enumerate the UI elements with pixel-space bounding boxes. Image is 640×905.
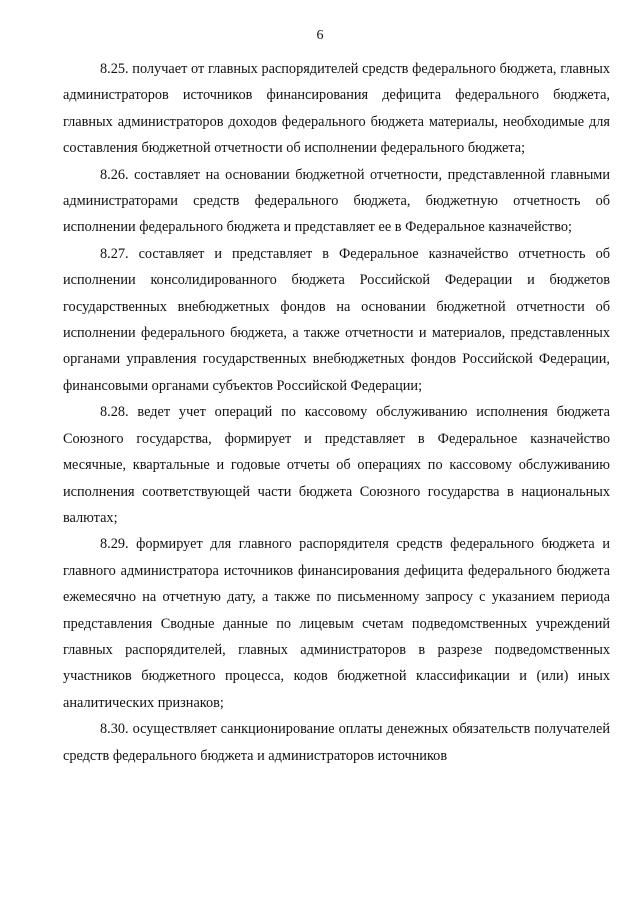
document-body [63,56,610,769]
page-number: 6 [316,28,324,43]
paragraph-8-26: 8.26. составляет на основании бюджетной отчетности, представленной главными администраторами средств федерального бюджета, бюджетную отчетность об исполнении федерального бюджета и представляет ее в Федеральное казначейство; [63,166,610,236]
paragraph-8-29: 8.29. формирует для главного распорядителя средств федерального бюджета и главного администратора источников финансирования дефицита федерального бюджета ежемесячно на отчетную дату, а также по письменному запросу с указанием периода представления Сводные данные по лицевым счетам подведомственных учреждений главных распорядителей, главных администраторов в разрезе подведомственных участников бюджетного процесса, кодов бюджетной классификации и (или) иных аналитических признаков; [63,536,610,711]
paragraph-8-30: 8.30. осуществляет санкционирование оплаты денежных обязательств получателей средств федерального бюджета и администраторов источников [63,721,610,764]
paragraph-8-28: 8.28. ведет учет операций по кассовому обслуживанию исполнения бюджета Союзного государства, формирует и представляет в Федеральное казначейство месячные, квартальные и годовые отчеты об операциях по кассовому обслуживанию исполнения соответствующей части бюджета Союзного государства в национальных валютах; [63,404,610,526]
paragraph-8-25: 8.25. получает от главных распорядителей средств федерального бюджета, главных администраторов источников финансирования дефицита федерального бюджета, главных администраторов доходов федерального бюджета материалы, необходимые для составления бюджетной отчетности об исполнении федерального бюджета; [63,61,610,157]
paragraph-8-27: 8.27. составляет и представляет в Федеральное казначейство отчетность об исполнении консолидированного бюджета Российской Федерации и бюджетов государственных внебюджетных фондов на основании бюджетной отчетности об исполнении федерального бюджета, а также отчетности и материалов, представленных органами управления государственных внебюджетных фондов Российской Федерации, финансовыми органами субъектов Российской Федерации; [63,245,610,394]
